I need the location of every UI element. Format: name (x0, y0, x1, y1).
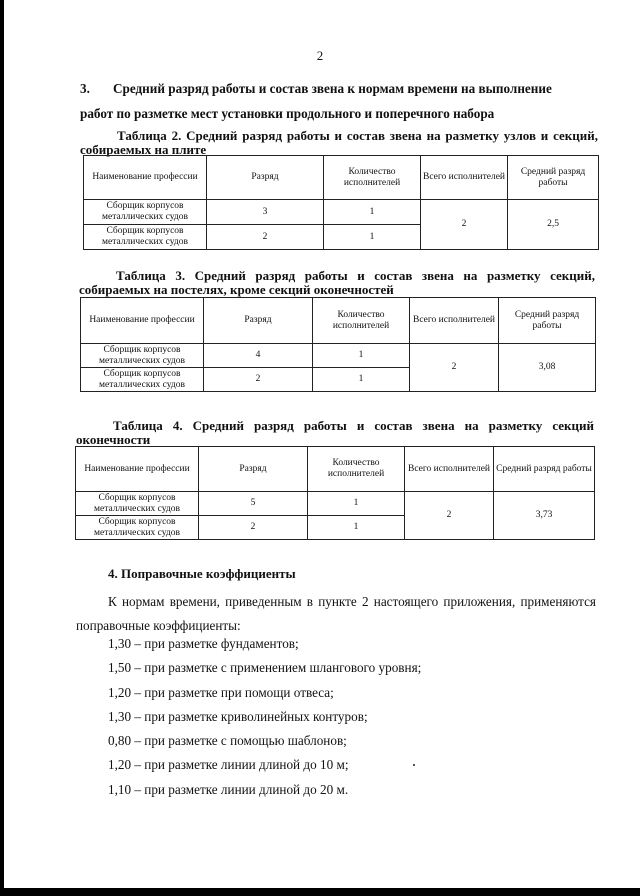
header-profession: Наименование профессии (81, 298, 204, 344)
table-header-row (76, 447, 595, 492)
header-grade: Разряд (199, 447, 308, 492)
header-grade: Разряд (207, 156, 324, 200)
table-header-row (81, 298, 596, 344)
section3-heading (80, 76, 605, 126)
cell-total: 2 (410, 344, 499, 392)
scan-edge-bottom (0, 888, 640, 896)
section4-paragraph: К нормам времени, приведенным в пункте 2 настоящего приложения, применяются поправочные коэффициенты: (76, 594, 596, 633)
table-header-row (84, 156, 599, 200)
section3-title-line1: Средний разряд работы и состав звена к нормам времени на выполнение (112, 81, 552, 96)
section3-title-line2: работ по разметке мест установки продольного и поперечного набора (80, 106, 495, 121)
table3-caption-line2: собираемых на постелях, кроме секций оконечностей (79, 282, 394, 297)
cell-avg-grade: 2,5 (508, 200, 599, 250)
cell-avg-grade: 3,73 (494, 492, 595, 540)
table4-caption-line2: оконечности (76, 432, 151, 447)
section3-number: 3. (80, 81, 90, 96)
table-row (76, 492, 595, 516)
cell-quantity: 1 (313, 344, 410, 368)
cell-profession: Сборщик корпусов металлических судов (76, 492, 199, 516)
coefficient-item: 1,30 – при разметке криволинейных контуров; (108, 708, 368, 724)
scan-speck (413, 764, 415, 766)
coefficient-item: 0,80 – при разметке с помощью шаблонов; (108, 733, 347, 749)
cell-grade: 2 (204, 368, 313, 392)
cell-total: 2 (421, 200, 508, 250)
coefficient-item: 1,10 – при разметке линии длиной до 20 м. (108, 781, 349, 797)
header-total: Всего исполнителей (421, 156, 508, 200)
table2-caption-line2: собираемых на плите (80, 142, 207, 157)
coefficient-item: 1,20 – при разметке линии длиной до 10 м; (108, 757, 349, 773)
cell-total: 2 (405, 492, 494, 540)
header-quantity: Количество исполнителей (313, 298, 410, 344)
header-quantity: Количество исполнителей (308, 447, 405, 492)
table2-caption-line1: Таблица 2. Средний разряд работы и состав звена на разметку узлов и секций, (117, 128, 598, 143)
coefficient-item: 1,30 – при разметке фундаментов; (108, 636, 299, 651)
cell-grade: 3 (207, 200, 324, 225)
table3-caption (79, 269, 595, 297)
cell-quantity: 1 (308, 492, 405, 516)
cell-profession: Сборщик корпусов металлических судов (76, 516, 199, 540)
cell-grade: 4 (204, 344, 313, 368)
coefficient-list (108, 632, 421, 802)
table4-caption-line1: Таблица 4. Средний разряд работы и состав звена на разметку секций (113, 418, 594, 433)
table3-caption-line1: Таблица 3. Средний разряд работы и состав звена на разметку секций, (116, 268, 595, 283)
header-profession: Наименование профессии (76, 447, 199, 492)
cell-quantity: 1 (324, 200, 421, 225)
table4 (75, 446, 595, 540)
scan-edge-left (0, 0, 4, 896)
table4-caption (76, 419, 594, 447)
table3 (80, 297, 596, 392)
cell-avg-grade: 3,08 (499, 344, 596, 392)
section4-heading: 4. Поправочные коэффициенты (108, 566, 296, 581)
cell-profession: Сборщик корпусов металлических судов (84, 200, 207, 225)
cell-profession: Сборщик корпусов металлических судов (81, 344, 204, 368)
table-row (84, 200, 599, 225)
page-number: 2 (316, 48, 324, 63)
coefficient-item: 1,50 – при разметке с применением шлангового уровня; (108, 660, 422, 676)
cell-quantity: 1 (308, 516, 405, 540)
header-avg-grade: Средний разряд работы (494, 447, 595, 492)
cell-grade: 2 (199, 516, 308, 540)
cell-profession: Сборщик корпусов металлических судов (84, 225, 207, 250)
header-total: Всего исполнителей (405, 447, 494, 492)
header-grade: Разряд (204, 298, 313, 344)
header-profession: Наименование профессии (84, 156, 207, 200)
header-total: Всего исполнителей (410, 298, 499, 344)
coefficient-item: 1,20 – при разметке при помощи отвеса; (108, 684, 334, 700)
table2-caption (80, 129, 598, 157)
header-avg-grade: Средний разряд работы (499, 298, 596, 344)
cell-quantity: 1 (313, 368, 410, 392)
header-quantity: Количество исполнителей (324, 156, 421, 200)
cell-quantity: 1 (324, 225, 421, 250)
cell-profession: Сборщик корпусов металлических судов (81, 368, 204, 392)
cell-grade: 5 (199, 492, 308, 516)
header-avg-grade: Средний разряд работы (508, 156, 599, 200)
cell-grade: 2 (207, 225, 324, 250)
table2 (83, 155, 599, 250)
table-row (81, 344, 596, 368)
